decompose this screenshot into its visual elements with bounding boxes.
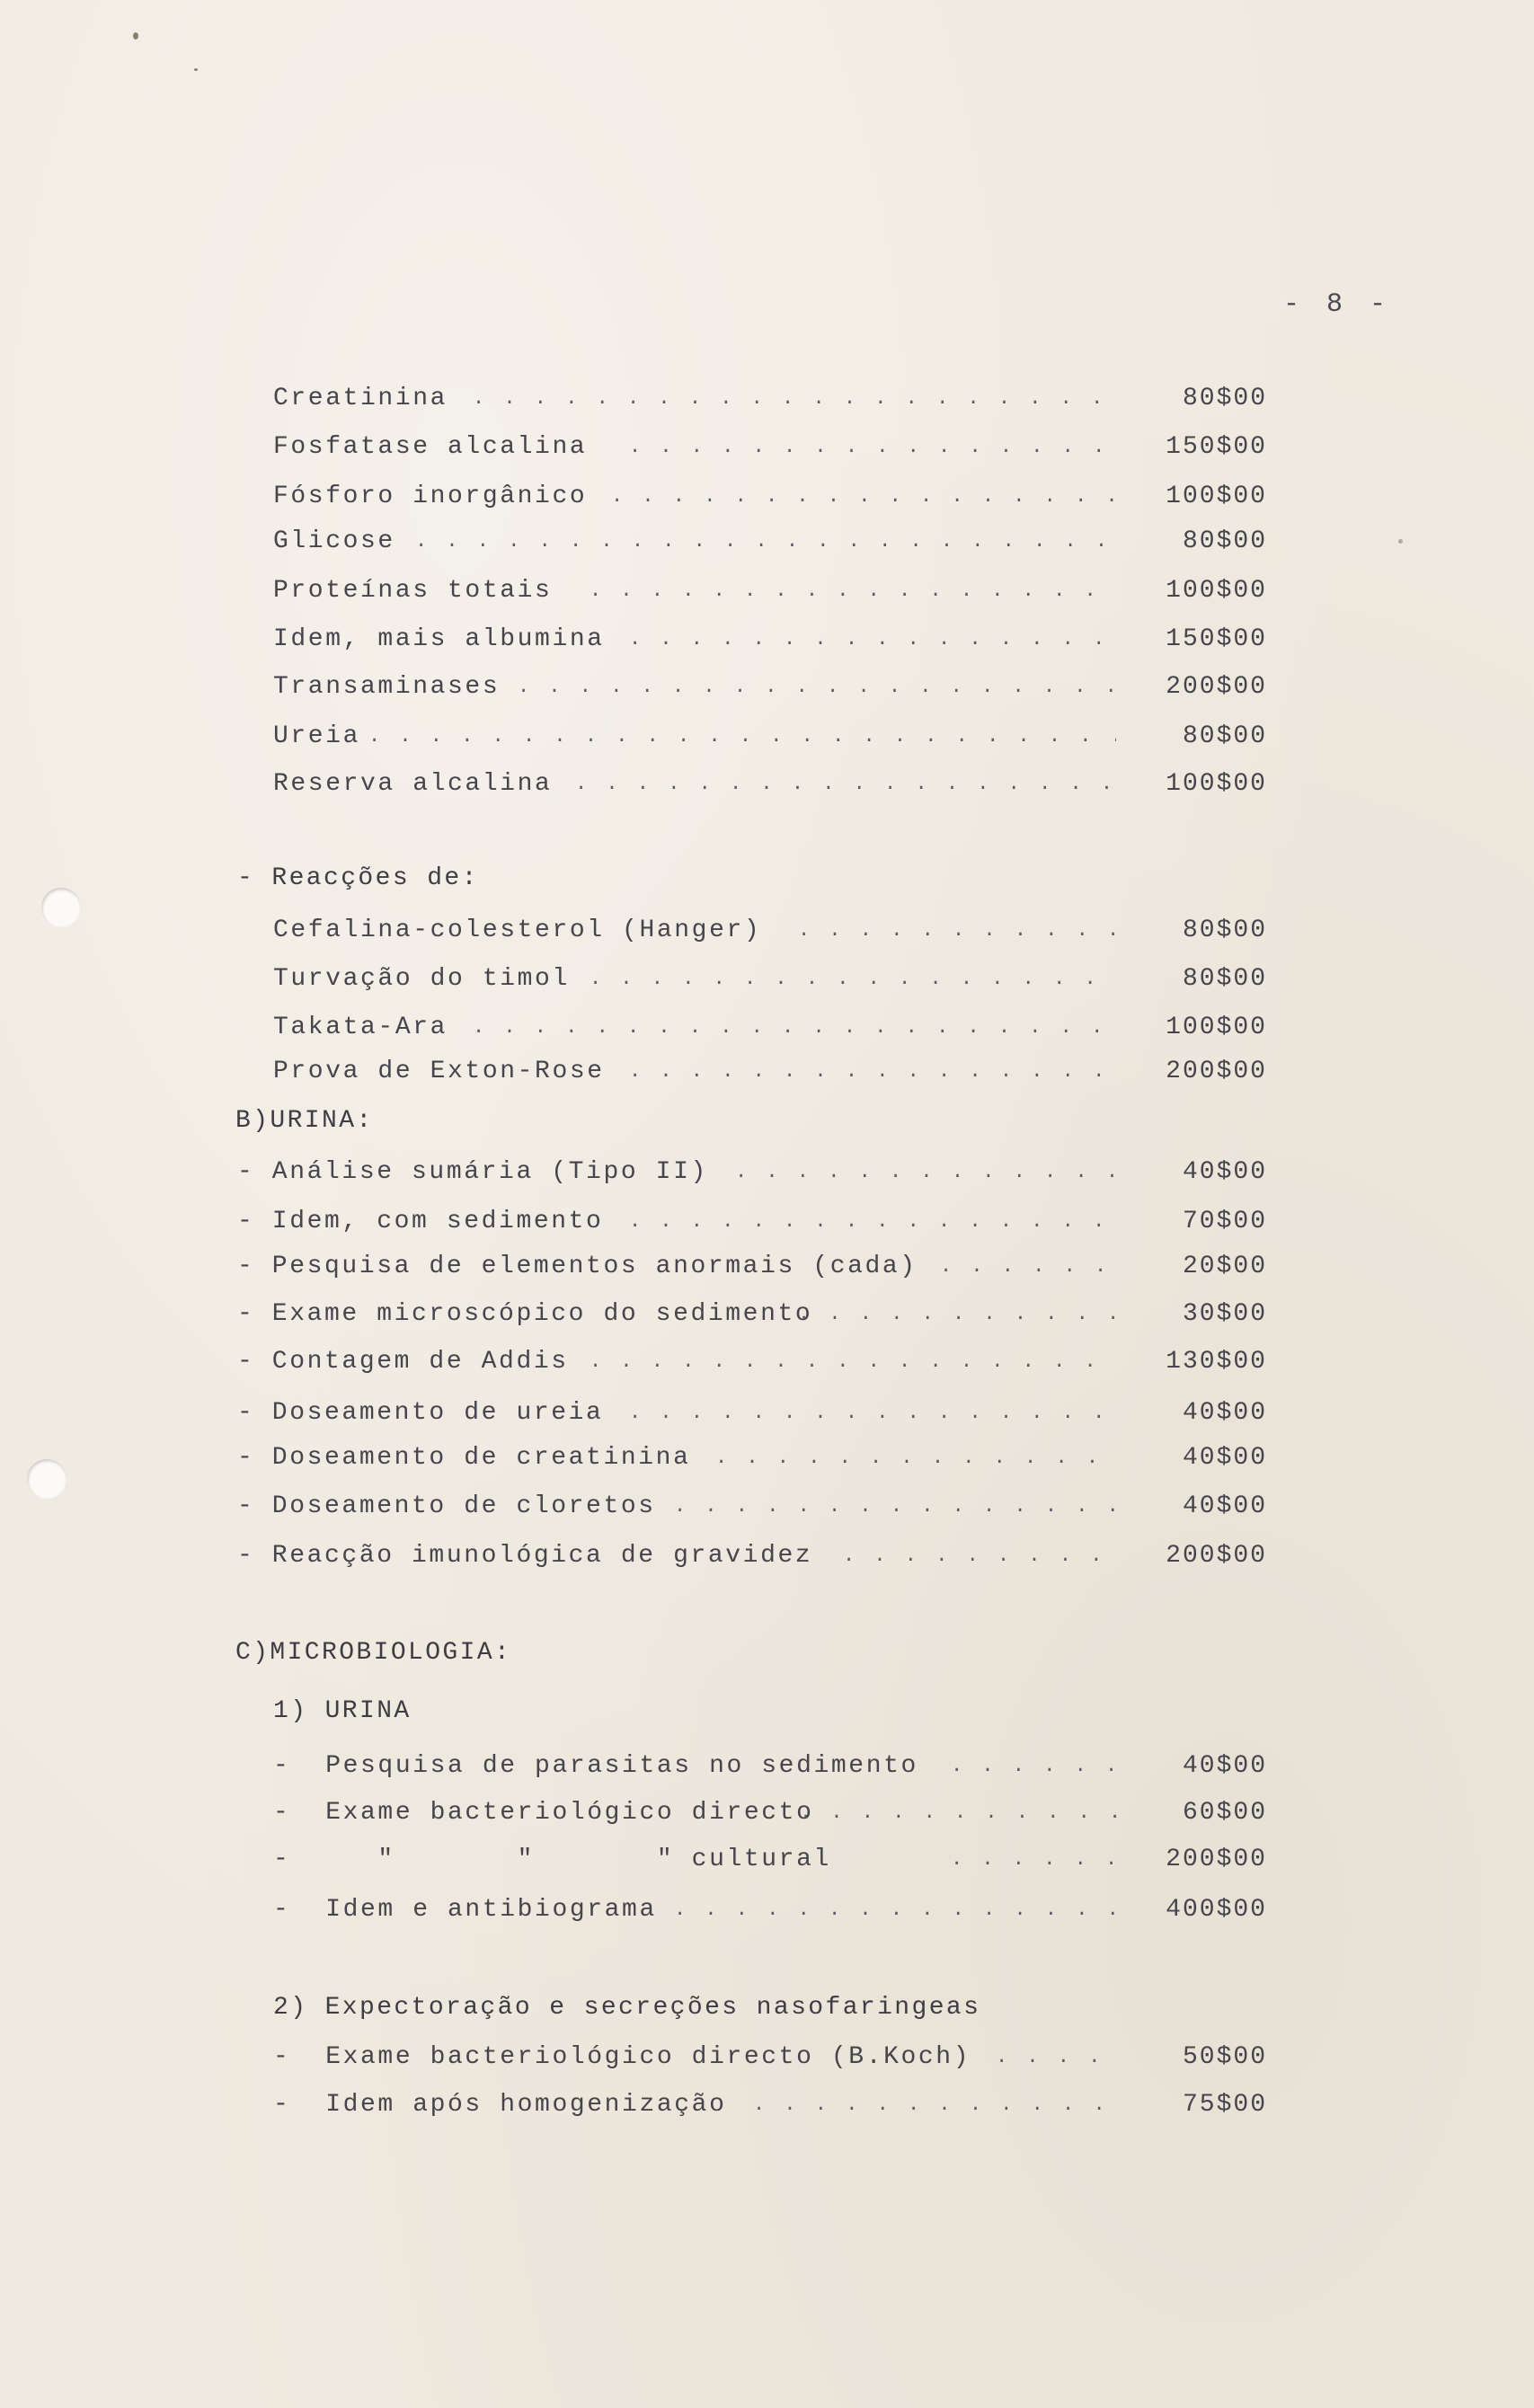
list-item-price: 100$00 <box>1166 482 1267 510</box>
subsection-heading: 2) Expectoração e secreções nasofaringeas <box>273 1994 981 2022</box>
list-item-price: 200$00 <box>1166 673 1267 701</box>
list-item-price: 100$00 <box>1166 577 1267 605</box>
punch-hole-top <box>41 888 81 927</box>
dot-leader <box>715 1440 1116 1476</box>
subsection-heading: - Reacções de: <box>237 864 479 892</box>
dot-leader <box>590 573 1116 609</box>
list-item-label: Idem, mais albumina <box>273 625 605 653</box>
list-item-price: 200$00 <box>1166 1846 1267 1873</box>
list-item-label: Proteínas totais <box>273 577 553 605</box>
dot-leader <box>473 381 1116 417</box>
list-item-label: - Contagem de Addis <box>237 1348 569 1376</box>
dot-leader <box>753 2087 1116 2123</box>
list-item-label: Fosfatase alcalina <box>273 433 588 461</box>
list-item-label: - Idem, com sedimento <box>237 1208 604 1235</box>
dot-leader <box>735 1155 1116 1191</box>
dot-leader <box>473 1010 1116 1046</box>
dot-leader <box>940 1249 1116 1285</box>
list-item-label: - Doseamento de cloretos <box>237 1492 656 1520</box>
list-item-price: 40$00 <box>1182 1492 1267 1520</box>
list-item-price: 40$00 <box>1182 1399 1267 1427</box>
list-item-price: 150$00 <box>1166 433 1267 461</box>
list-item-label: - Pesquisa de elementos anormais (cada) <box>237 1253 918 1280</box>
dot-leader <box>518 669 1116 705</box>
paper-speck <box>194 68 198 71</box>
list-item-label: Reserva alcalina <box>273 770 553 798</box>
section-heading: C)MICROBIOLOGIA: <box>235 1639 512 1667</box>
list-item-label: - Exame bacteriológico directo (B.Koch) <box>273 2043 971 2071</box>
dot-leader <box>368 719 1116 755</box>
list-item-price: 130$00 <box>1166 1348 1267 1376</box>
dot-leader <box>798 913 1116 949</box>
list-item-price: 100$00 <box>1166 770 1267 798</box>
list-item-label: Cefalina-colesterol (Hanger) <box>273 916 762 944</box>
list-item-label: Creatinina <box>273 385 448 412</box>
list-item-price: 100$00 <box>1166 1014 1267 1041</box>
dot-leader <box>590 1344 1116 1380</box>
list-item-price: 80$00 <box>1182 385 1267 412</box>
paper-speck <box>133 32 138 40</box>
subsection-heading: 1) URINA <box>273 1697 412 1725</box>
dot-leader <box>798 1297 1116 1332</box>
dot-leader <box>629 1395 1116 1431</box>
list-item-price: 150$00 <box>1166 625 1267 653</box>
list-item-label: - Análise sumária (Tipo II) <box>237 1158 708 1186</box>
dot-leader <box>629 1054 1116 1090</box>
list-item-price: 80$00 <box>1182 527 1267 555</box>
dot-leader <box>674 1892 1116 1928</box>
list-item-label: - " " " cultural <box>273 1846 831 1873</box>
list-item-price: 40$00 <box>1182 1158 1267 1186</box>
dot-leader <box>629 429 1116 465</box>
list-item-price: 50$00 <box>1182 2043 1267 2071</box>
list-item-label: Glicose <box>273 527 395 555</box>
list-item-label: Turvação do timol <box>273 965 570 993</box>
page-number: - 8 - <box>1283 289 1392 320</box>
list-item-label: Takata-Ara <box>273 1014 448 1041</box>
dot-leader <box>629 1204 1116 1240</box>
list-item-price: 200$00 <box>1166 1542 1267 1570</box>
punch-hole-bottom <box>27 1459 67 1499</box>
list-item-price: 400$00 <box>1166 1896 1267 1924</box>
list-item-price: 30$00 <box>1182 1300 1267 1328</box>
list-item-label: Ureia <box>273 722 361 750</box>
dot-leader <box>996 2040 1116 2076</box>
list-item-label: - Reacção imunológica de gravidez <box>237 1542 813 1570</box>
list-item-price: 20$00 <box>1182 1253 1267 1280</box>
dot-leader <box>575 766 1116 802</box>
list-item-price: 80$00 <box>1182 916 1267 944</box>
list-item-label: - Exame bacteriológico directo <box>273 1799 814 1827</box>
dot-leader <box>800 1795 1116 1831</box>
dot-leader <box>843 1538 1116 1574</box>
list-item-price: 70$00 <box>1182 1208 1267 1235</box>
dot-leader <box>674 1489 1116 1525</box>
list-item-price: 80$00 <box>1182 722 1267 750</box>
list-item-label: - Idem após homogenização <box>273 2091 727 2119</box>
dot-leader <box>951 1842 1116 1878</box>
list-item-price: 40$00 <box>1182 1752 1267 1780</box>
section-heading: B)URINA: <box>235 1107 374 1135</box>
list-item-price: 75$00 <box>1182 2091 1267 2119</box>
list-item-label: - Exame microscópico do sedimento <box>237 1300 813 1328</box>
list-item-price: 80$00 <box>1182 965 1267 993</box>
list-item-label: - Doseamento de ureia <box>237 1399 604 1427</box>
list-item-price: 40$00 <box>1182 1444 1267 1472</box>
list-item-label: Fósforo inorgânico <box>273 482 588 510</box>
list-item-price: 60$00 <box>1182 1799 1267 1827</box>
dot-leader <box>590 961 1116 997</box>
paper-speck <box>1398 539 1403 544</box>
list-item-label: - Idem e antibiograma <box>273 1896 657 1924</box>
list-item-label: - Doseamento de creatinina <box>237 1444 691 1472</box>
list-item-label: - Pesquisa de parasitas no sedimento <box>273 1752 918 1780</box>
dot-leader <box>629 622 1116 658</box>
dot-leader <box>951 1748 1116 1784</box>
dot-leader <box>415 524 1116 560</box>
list-item-label: Transaminases <box>273 673 501 701</box>
list-item-price: 200$00 <box>1166 1058 1267 1085</box>
list-item-label: Prova de Exton-Rose <box>273 1058 605 1085</box>
dot-leader <box>611 479 1116 515</box>
